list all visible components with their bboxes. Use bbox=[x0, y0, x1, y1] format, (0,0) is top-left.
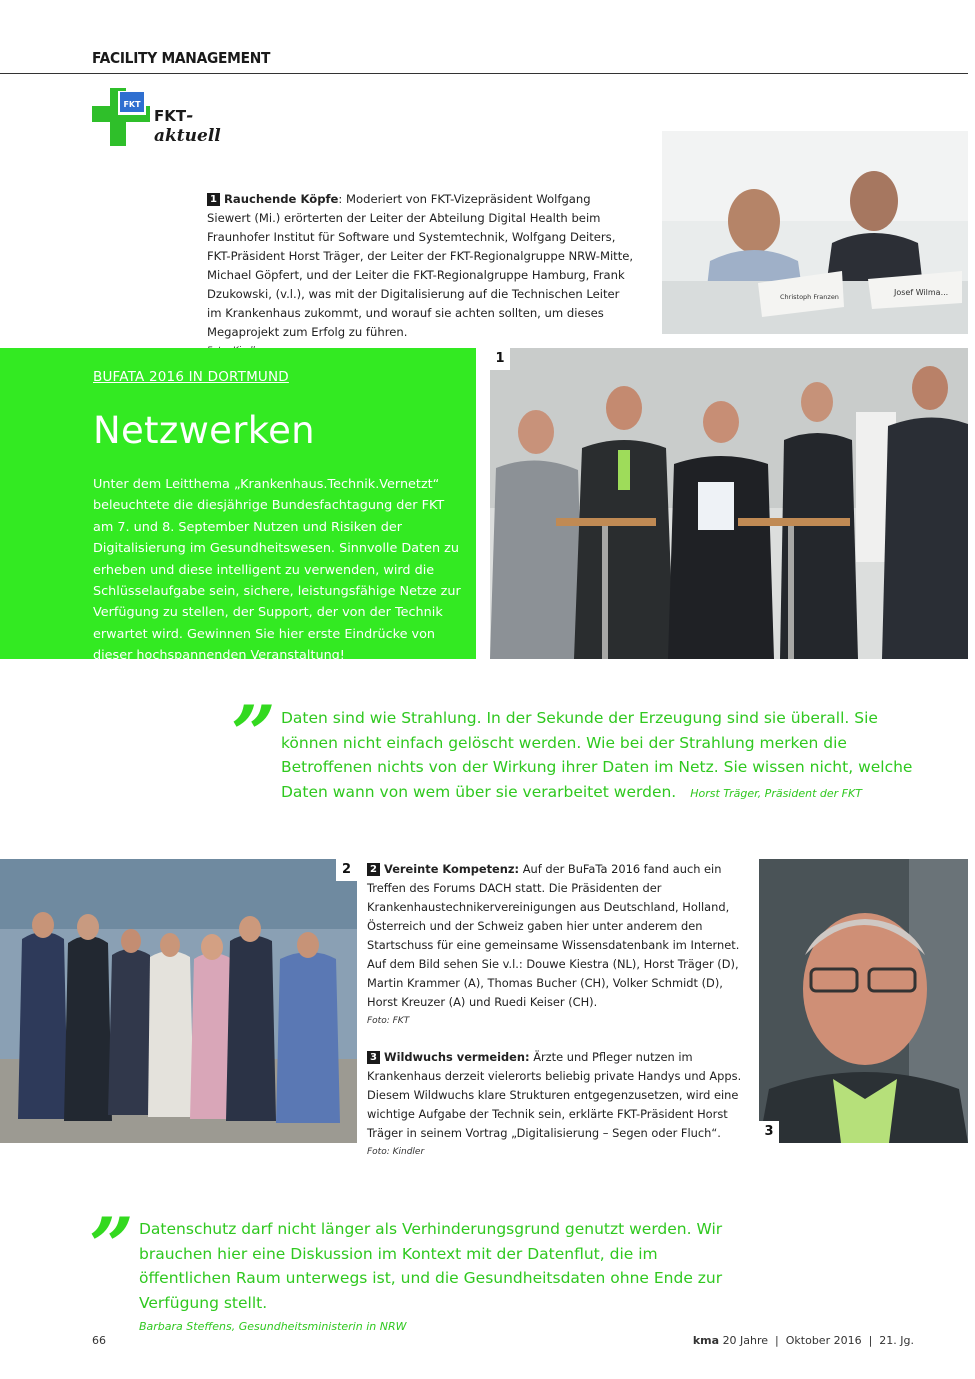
article-lead: Unter dem Leitthema „Krankenhaus.Technik.Vernetzt“ beleuchtete die diesjährige Bundesfachtagung der FKT am 7. und 8. September Nutzen und Risiken der Digitalisierung im Gesundheitswesen. Sinnvolle Daten zu erheben und diese intelligent zu verwenden, wird die Schlüsselaufgabe sein, sichere, leistungsfähige Netze zur Verfügung zu stellen, der Support, der von der Technik erwartet wird. Gewinnen Sie hier erste Eindrücke von dieser hochspannenden Veranstaltung! bbox=[93, 477, 461, 664]
logo-wordmark: FKT-aktuell bbox=[154, 106, 221, 146]
pull-quote-1 bbox=[281, 706, 921, 806]
article-headline: Netzwerken bbox=[93, 409, 315, 452]
logo-badge-text: FKT bbox=[123, 100, 141, 109]
captions-2-3 bbox=[367, 860, 749, 1160]
caption-title: Vereinte Kompetenz: bbox=[384, 862, 520, 876]
quote-mark-icon: ” bbox=[231, 689, 276, 780]
nameplate-left: Christoph Franzen bbox=[780, 293, 839, 301]
quote-text: Daten sind wie Strahlung. In der Sekunde der Erzeugung sind sie überall. Sie können nicht einfach gelöscht werden. Wie bei der Strahlung merken die Betroffenen nichts von der Wirkung ihrer Daten im Netz. Sie wissen nicht, welche Daten wann von wem über sie verarbeitet werden. bbox=[281, 709, 913, 801]
caption-text: : Moderiert von FKT-Vizepräsident Wolfgang Siewert (Mi.) erörterten der Leiter der Abteilung Digital Health beim Fraunhofer Institut für Software und Systemtechnik, Wolfgang Deiters, FKT-Präsident Horst Träger, der Leiter der FKT-Regionalgruppe NRW-Mitte, Michael Göpfert, und der Leiter die FKT-Regionalgruppe Hamburg, Frank Dzukowski, (v.l.), was mit der Digitalisierung auf die Technischen Leiter im Krankenhaus zukommt, und worauf sie achten sollten, um dieses Megaprojekt zum Erfolg zu führen. bbox=[207, 192, 634, 339]
photo-panel-speakers bbox=[662, 131, 968, 334]
quote-attribution: Barbara Steffens, Gesundheitsministerin in NRW bbox=[139, 1320, 407, 1333]
fkt-logo bbox=[92, 88, 252, 146]
photo-number-3: 3 bbox=[759, 1121, 779, 1143]
photo-number-2: 2 bbox=[336, 859, 357, 881]
issue-info bbox=[693, 1334, 914, 1347]
caption-title: Wildwuchs vermeiden: bbox=[384, 1050, 530, 1064]
nameplate-right: Josef Wilma... bbox=[894, 288, 949, 297]
photo-1-panel-discussion bbox=[490, 348, 968, 659]
caption-text: Auf der BuFaTa 2016 fand auch ein Treffen des Forums DACH statt. Die Präsidenten der Krankenhaustechnikervereinigungen aus Deutschland, Holland, Österreich und der Schweiz gaben hier unter anderem den Startschuss für eine gemeinsame Wissensdatenbank im Internet. Auf dem Bild sehen Sie v.l.: Douwe Kiestra (NL), Horst Träger (D), Martin Krammer (A), Thomas Bucher (CH), Volker Schmidt (D), Horst Kreuzer (A) und Ruedi Keiser (CH). bbox=[367, 862, 740, 1009]
quote-mark-icon: ” bbox=[89, 1201, 134, 1292]
caption-photo-3 bbox=[367, 1048, 749, 1160]
caption-photo-1 bbox=[207, 190, 637, 359]
fkt-cross-icon bbox=[92, 88, 150, 146]
caption-number: 3 bbox=[367, 1051, 380, 1064]
caption-photo-2 bbox=[367, 860, 749, 1029]
brand-name: kma bbox=[692, 1334, 720, 1347]
section-label: FACILITY MANAGEMENT bbox=[92, 49, 271, 67]
photo-3-portrait bbox=[759, 859, 968, 1143]
photo-credit: Foto: FKT bbox=[367, 1016, 410, 1026]
issue-text: 20 Jahre | Oktober 2016 | 21. Jg. bbox=[722, 1334, 914, 1347]
photo-2-group-outdoors bbox=[0, 859, 357, 1143]
photo-credit: Foto: Kindler bbox=[367, 1147, 425, 1157]
header-rule bbox=[0, 73, 968, 74]
article-kicker: BUFATA 2016 IN DORTMUND bbox=[93, 369, 289, 385]
quote-text: Datenschutz darf nicht länger als Verhinderungsgrund genutzt werden. Wir brauchen hier eine Diskussion im Kontext mit der Datenflut, die im öffentlichen Raum unterwegs ist, und die Gesundheitsdaten ohne Ende zur Verfügung stellt. bbox=[139, 1220, 723, 1312]
caption-number: 1 bbox=[207, 193, 220, 206]
pull-quote-2 bbox=[139, 1217, 749, 1335]
photo-number-1: 1 bbox=[490, 348, 510, 370]
page-number: 66 bbox=[92, 1334, 106, 1347]
caption-number: 2 bbox=[367, 863, 380, 876]
quote-attribution: Horst Träger, Präsident der FKT bbox=[690, 786, 862, 800]
caption-text: Ärzte und Pfleger nutzen im Krankenhaus derzeit vielerorts beliebig private Handys und Apps. Diesem Wildwuchs klare Strukturen entgegenzusetzen, wird eine wichtige Aufgabe der Technik sein, erklärte FKT-Präsident Horst Träger in seinem Vortrag „Digitalisierung – Segen oder Fluch“. bbox=[367, 1050, 742, 1140]
caption-title: Rauchende Köpfe bbox=[224, 192, 339, 206]
